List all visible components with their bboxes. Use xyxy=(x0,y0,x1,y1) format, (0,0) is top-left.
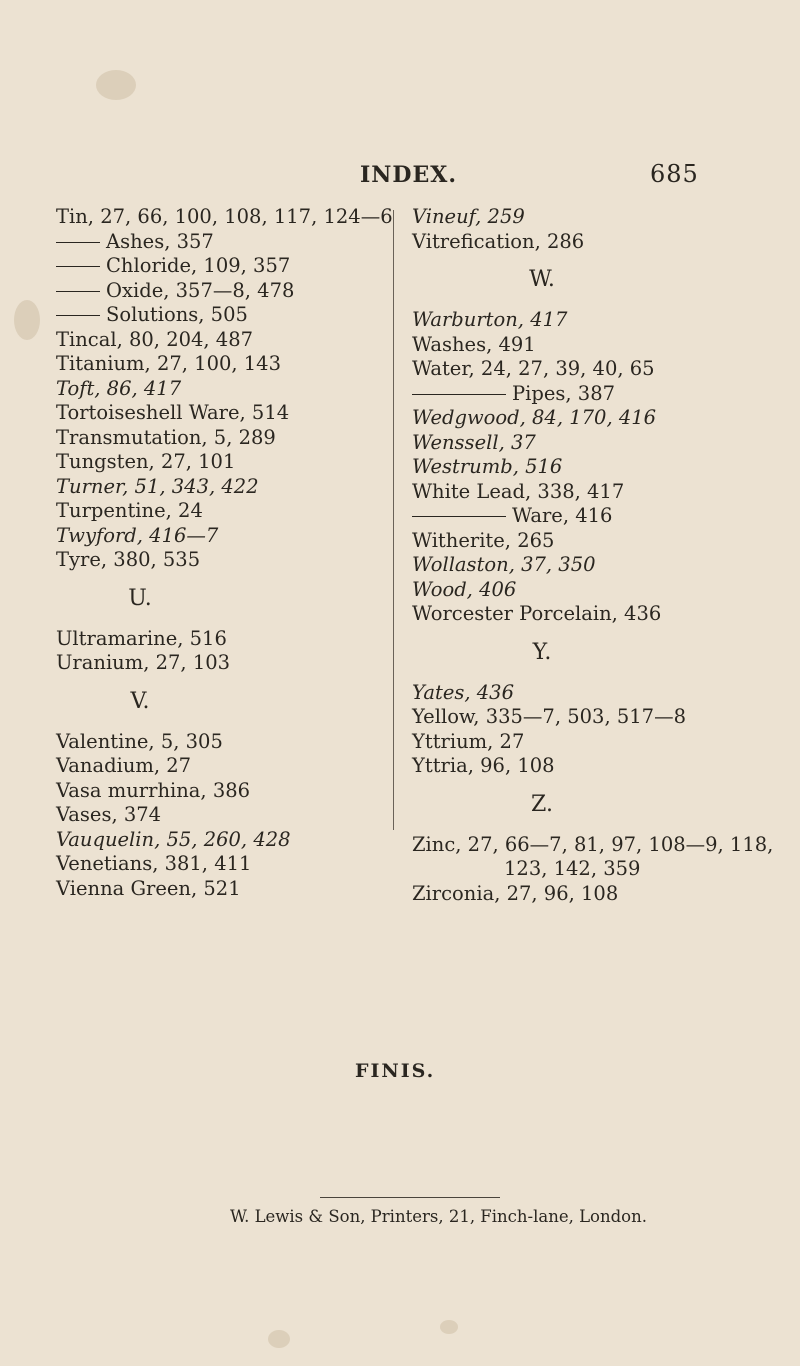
index-entry xyxy=(412,455,792,480)
index-entry xyxy=(56,450,386,475)
index-entry xyxy=(412,480,792,505)
page-header-title: INDEX. xyxy=(360,162,457,188)
index-entry xyxy=(412,529,792,554)
index-entry-text: Vanadium, 27 xyxy=(56,754,192,777)
index-entry-text: Turner, 51, 343, 422 xyxy=(56,474,259,498)
index-entry-text: Tungsten, 27, 101 xyxy=(56,450,236,473)
index-entry xyxy=(412,705,792,730)
finis-mark: FINIS. xyxy=(355,1060,436,1082)
section-letter: U. xyxy=(128,585,152,611)
index-entry xyxy=(412,308,792,333)
index-entry-text: Yates, 436 xyxy=(412,680,514,704)
index-entry xyxy=(412,730,792,755)
index-entry xyxy=(56,651,386,676)
index-entry xyxy=(56,401,386,426)
index-entry-text: Washes, 491 xyxy=(412,332,536,356)
index-entry xyxy=(412,553,792,578)
index-entry-text: Pipes, 387 xyxy=(512,381,616,405)
ditto-rule xyxy=(412,516,506,517)
index-entry-text: Oxide, 357—8, 478 xyxy=(106,278,295,302)
index-entry xyxy=(56,426,386,451)
index-entry-text: Wood, 406 xyxy=(412,577,517,601)
index-entry-text: Warburton, 417 xyxy=(412,308,568,331)
index-entry xyxy=(56,230,386,255)
index-entry xyxy=(56,548,386,573)
index-entry xyxy=(412,333,792,358)
paper-stain xyxy=(268,1330,290,1348)
index-entry-text: Vauquelin, 55, 260, 428 xyxy=(56,827,291,851)
index-entry-text: Yttria, 96, 108 xyxy=(412,754,555,777)
section-letter: W. xyxy=(529,267,555,292)
index-entry-text: Vineuf, 259 xyxy=(412,205,525,228)
index-entry-text: Tin, 27, 66, 100, 108, 117, 124—6 xyxy=(56,205,393,228)
index-entry xyxy=(56,779,386,804)
index-entry-text: Tincal, 80, 204, 487 xyxy=(56,327,254,351)
index-entry-text: Zirconia, 27, 96, 108 xyxy=(412,881,619,905)
index-entry-text: Valentine, 5, 305 xyxy=(56,729,223,753)
index-entry-text: Yellow, 335—7, 503, 517—8 xyxy=(412,705,686,728)
index-entry xyxy=(56,475,386,500)
index-entry-text: Ashes, 357 xyxy=(106,229,214,253)
index-column-right xyxy=(412,205,792,906)
index-entry-text: Transmutation, 5, 289 xyxy=(56,425,276,449)
index-entry-text: Toft, 86, 417 xyxy=(56,376,182,400)
index-entry-text: Westrumb, 516 xyxy=(412,455,563,478)
section-letter: V. xyxy=(130,688,150,714)
index-entry xyxy=(56,377,386,402)
index-entry xyxy=(56,524,386,549)
index-entry-text: White Lead, 338, 417 xyxy=(412,479,625,503)
index-entry-text: Twyford, 416—7 xyxy=(56,523,219,547)
index-entry xyxy=(56,352,386,377)
index-entry xyxy=(56,754,386,779)
paper-stain xyxy=(96,70,136,100)
index-entry-text: Wenssell, 37 xyxy=(412,430,536,454)
index-entry xyxy=(56,328,386,353)
index-entry-text: Wollaston, 37, 350 xyxy=(412,553,596,576)
index-entry xyxy=(56,730,386,755)
ditto-rule xyxy=(56,291,100,292)
index-entry-text: Titanium, 27, 100, 143 xyxy=(56,352,281,375)
index-entry-text: Wedgwood, 84, 170, 416 xyxy=(412,406,657,429)
index-entry-text: Chloride, 109, 357 xyxy=(106,254,291,277)
index-entry-text: Worcester Porcelain, 436 xyxy=(412,602,662,625)
index-entry xyxy=(412,681,792,706)
index-entry xyxy=(56,803,386,828)
page-number: 685 xyxy=(650,160,699,188)
index-entry xyxy=(56,852,386,877)
index-entry-text: Ultramarine, 516 xyxy=(56,626,227,650)
index-entry-text: Solutions, 505 xyxy=(106,303,248,326)
index-entry-text: 123, 142, 359 xyxy=(504,857,641,880)
index-entry-text: Ware, 416 xyxy=(512,504,613,527)
column-divider xyxy=(393,210,394,830)
index-entry xyxy=(412,882,792,907)
paper-stain xyxy=(440,1320,458,1334)
index-entry xyxy=(412,833,792,858)
paper-stain xyxy=(14,300,40,340)
index-entry-text: Tortoiseshell Ware, 514 xyxy=(56,401,290,424)
section-letter: Z. xyxy=(531,791,553,817)
index-entry xyxy=(412,754,792,779)
ditto-rule xyxy=(56,242,100,243)
index-entry xyxy=(56,627,386,652)
ditto-rule xyxy=(412,394,506,395)
index-entry-text: Zinc, 27, 66—7, 81, 97, 108—9, 118, xyxy=(412,832,774,856)
index-entry xyxy=(56,205,393,230)
index-entry-text: Turpentine, 24 xyxy=(56,499,203,522)
index-entry xyxy=(56,877,386,902)
index-entry-text: Venetians, 381, 411 xyxy=(56,852,252,875)
index-entry xyxy=(56,828,386,853)
index-entry-text: Vienna Green, 521 xyxy=(56,876,241,900)
index-entry xyxy=(412,431,792,456)
index-entry-text: Yttrium, 27 xyxy=(412,729,525,753)
index-entry-text: Uranium, 27, 103 xyxy=(56,651,231,674)
index-entry xyxy=(412,230,792,255)
index-entry xyxy=(412,357,792,382)
index-entry xyxy=(56,499,386,524)
index-entry xyxy=(56,303,386,328)
index-entry xyxy=(412,504,792,529)
index-entry xyxy=(56,254,386,279)
ditto-rule xyxy=(56,266,100,267)
index-entry xyxy=(412,602,792,627)
index-entry-text: Vasa murrhina, 386 xyxy=(56,778,251,802)
index-column-left xyxy=(56,205,393,901)
index-entry-text: Vases, 374 xyxy=(56,803,162,826)
index-entry-text: Tyre, 380, 535 xyxy=(56,548,201,571)
index-entry xyxy=(56,279,386,304)
index-entry xyxy=(412,406,792,431)
index-entry-text: Water, 24, 27, 39, 40, 65 xyxy=(412,357,655,380)
section-letter: Y. xyxy=(532,639,552,665)
printer-imprint: W. Lewis & Son, Printers, 21, Finch-lane, London. xyxy=(230,1207,647,1226)
index-entry xyxy=(412,857,792,882)
index-entry xyxy=(412,578,792,603)
index-entry xyxy=(412,382,792,407)
index-entry xyxy=(412,205,792,230)
index-entry-text: Witherite, 265 xyxy=(412,528,555,552)
index-entry-text: Vitrefication, 286 xyxy=(412,229,585,253)
ditto-rule xyxy=(56,315,100,316)
footer-rule xyxy=(320,1197,500,1198)
